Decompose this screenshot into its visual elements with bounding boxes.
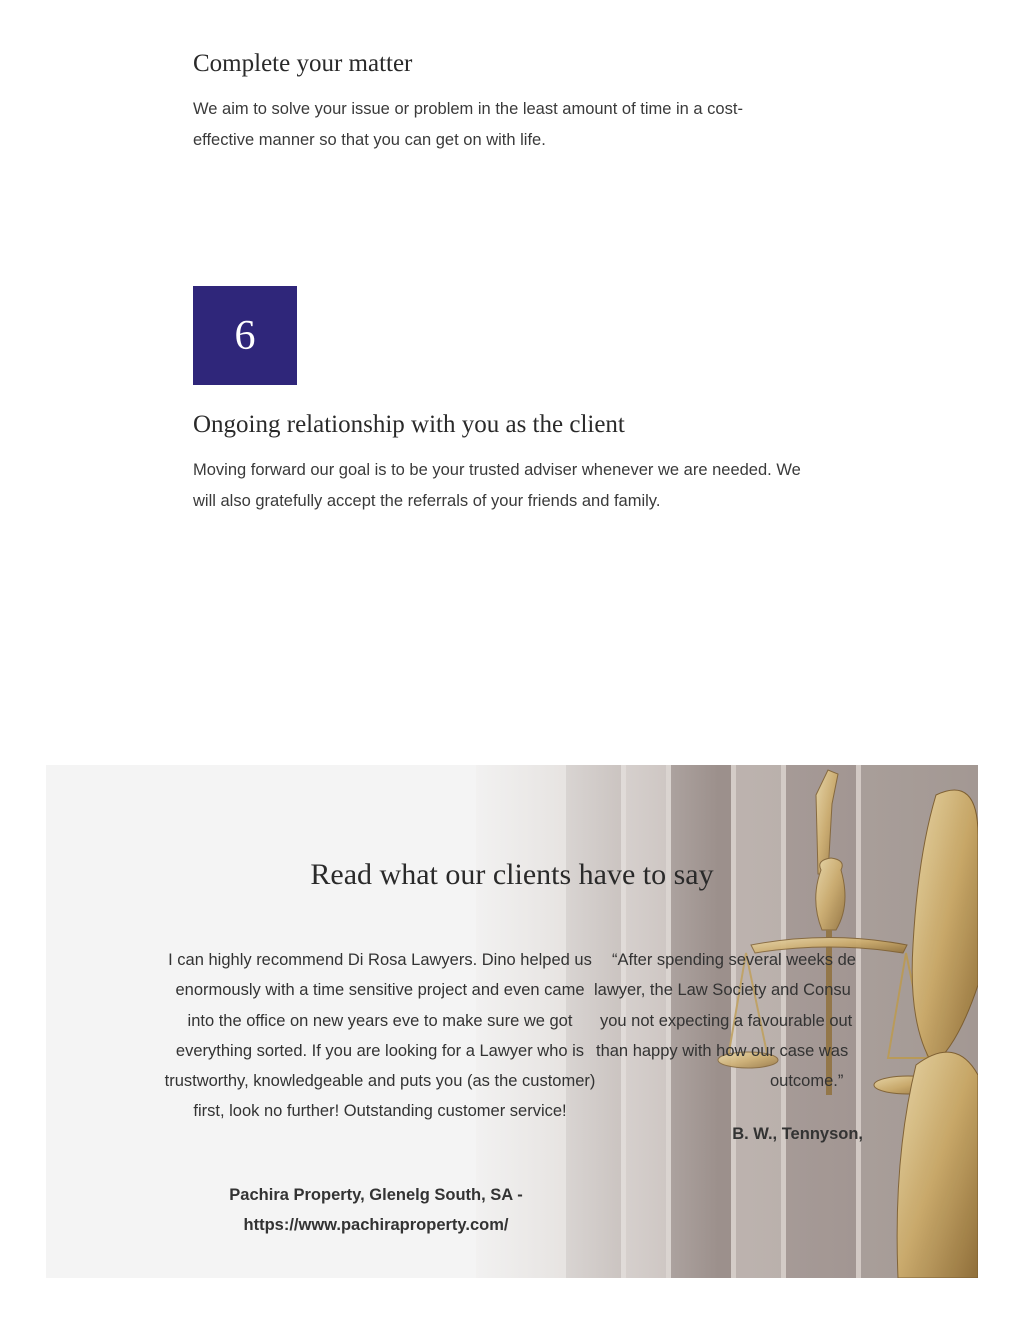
testimonial-author-2: B. W., Tennyson, xyxy=(732,1125,863,1143)
quote-2-line-4: than happy with how our case was xyxy=(596,1041,849,1060)
quote-2-line-2: lawyer, the Law Society and Consu xyxy=(594,981,851,1000)
quote-2-line-3: you not expecting a favourable out xyxy=(600,1011,853,1030)
testimonials-heading: Read what our clients have to say xyxy=(310,858,714,891)
quote-2-line-1: “After spending several weeks de xyxy=(612,951,856,969)
testimonial-quote-2 xyxy=(591,945,863,1096)
step-number-badge: 6 xyxy=(193,286,297,385)
step-text-ongoing-relationship: Moving forward our goal is to be your trusted adviser whenever we are needed. We will also gratefully accept the referrals of your friends and family. xyxy=(193,461,801,510)
testimonial-quote-1: I can highly recommend Di Rosa Lawyers. Dino helped us enormously with a time sensitive project and even came into the office on new years eve to make sure we got everything sorted. If you are looking for a Lawyer who is trustworthy, knowledgeable and puts you (as the customer) first, look no further! Outstanding customer service! xyxy=(164,951,596,1121)
testimonial-author-1: Pachira Property, Glenelg South, SA - https://www.pachiraproperty.com/ xyxy=(229,1186,523,1235)
testimonials-section xyxy=(46,765,978,1278)
quote-2-line-5: outcome.” xyxy=(770,1072,844,1091)
step-title-complete-matter: Complete your matter xyxy=(193,50,413,77)
step-title-ongoing-relationship: Ongoing relationship with you as the client xyxy=(193,411,625,438)
step-text-complete-matter: We aim to solve your issue or problem in the least amount of time in a cost-effective manner so that you can get on with life. xyxy=(193,100,743,149)
